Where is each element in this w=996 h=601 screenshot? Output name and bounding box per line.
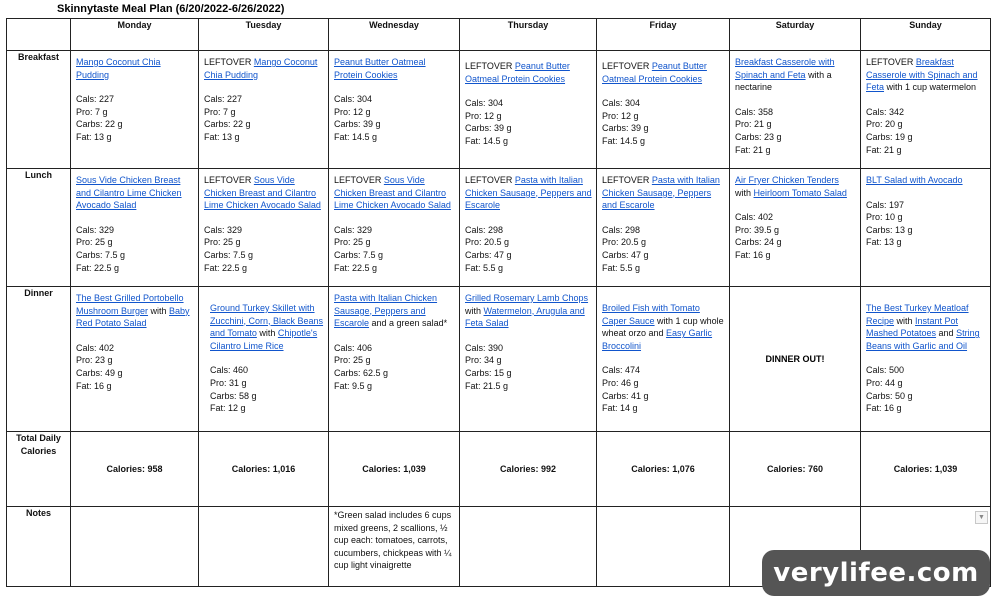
total-calories-tuesday: Calories: 1,016: [199, 432, 329, 507]
nutrition-pro: Pro: 10 g: [866, 212, 903, 223]
meal-cell: [460, 169, 597, 287]
day-header-wednesday: Wednesday: [329, 19, 460, 51]
meal-cell: [329, 287, 460, 432]
total-calories-wednesday: Calories: 1,039: [329, 432, 460, 507]
meal-text: with: [256, 328, 278, 339]
nutrition-pro: Pro: 12 g: [602, 110, 639, 121]
nutrition-info: [602, 224, 725, 274]
nutrition-pro: Pro: 20 g: [866, 119, 903, 130]
nutrition-carbs: Carbs: 47 g: [602, 249, 649, 260]
nutrition-cals: Cals: 460: [210, 365, 249, 376]
nutrition-cals: Cals: 402: [76, 342, 115, 353]
meal-content: [861, 51, 990, 156]
nutrition-fat: Fat: 14 g: [602, 403, 638, 414]
recipe-link[interactable]: Instant Pot Mashed Potatoes: [866, 315, 959, 339]
nutrition-fat: Fat: 9.5 g: [334, 380, 373, 391]
nutrition-info: [465, 224, 592, 274]
nutrition-carbs: Carbs: 7.5 g: [204, 249, 254, 260]
row-label-total: Total Daily Calories: [7, 432, 71, 507]
nutrition-fat: Fat: 14.5 g: [334, 131, 378, 142]
page-title: Skinnytaste Meal Plan (6/20/2022-6/26/2022): [57, 3, 285, 15]
meal-text: with: [894, 315, 916, 326]
nutrition-cals: Cals: 329: [76, 224, 115, 235]
nutrition-carbs: Carbs: 62.5 g: [334, 367, 389, 378]
meal-cell: [730, 169, 861, 287]
total-calories-monday: Calories: 958: [71, 432, 199, 507]
nutrition-carbs: Carbs: 22 g: [204, 119, 251, 130]
meal-text: LEFTOVER: [465, 175, 515, 185]
nutrition-info: [204, 224, 324, 274]
nutrition-info: [866, 106, 986, 156]
meal-description: [602, 60, 725, 85]
nutrition-cals: Cals: 197: [866, 199, 905, 210]
day-header-friday: Friday: [597, 19, 730, 51]
nutrition-pro: Pro: 20.5 g: [602, 237, 647, 248]
notes-text: [460, 507, 596, 509]
nutrition-carbs: Carbs: 19 g: [866, 131, 913, 142]
recipe-link[interactable]: Sous Vide Chicken Breast and Cilantro Lime Chicken Avocado Salad: [204, 175, 321, 211]
meal-cell: [460, 287, 597, 432]
recipe-link[interactable]: Heirloom Tomato Salad: [753, 187, 847, 198]
nutrition-fat: Fat: 13 g: [866, 237, 902, 248]
nutrition-cals: Cals: 329: [204, 224, 243, 235]
meal-description: [866, 56, 986, 94]
notes-cell-monday: [71, 507, 199, 587]
watermark-logo: verylifee.com: [762, 550, 990, 596]
notes-text: [861, 507, 990, 509]
meal-cell: [861, 51, 991, 169]
meal-cell: [597, 287, 730, 432]
recipe-link[interactable]: String Beans with Garlic and Oil: [866, 328, 980, 351]
meal-cell: [71, 51, 199, 169]
nutrition-fat: Fat: 14.5 g: [602, 135, 646, 146]
nutrition-pro: Pro: 7 g: [76, 106, 108, 117]
notes-text: [597, 507, 729, 509]
meal-description: [866, 302, 986, 352]
nutrition-fat: Fat: 12 g: [210, 403, 246, 414]
recipe-link[interactable]: Chipotle's Cilantro Lime Rice: [210, 328, 318, 351]
meal-content: [71, 169, 198, 274]
nutrition-pro: Pro: 25 g: [204, 237, 241, 248]
day-header-monday: Monday: [71, 19, 199, 51]
nutrition-info: [76, 224, 194, 274]
nutrition-carbs: Carbs: 7.5 g: [76, 249, 126, 260]
meal-text: and: [936, 328, 957, 339]
meal-cell: [199, 51, 329, 169]
meal-text: with a nectarine: [735, 69, 832, 93]
total-calories-sunday: Calories: 1,039: [861, 432, 991, 507]
nutrition-pro: Pro: 12 g: [465, 110, 502, 121]
dropdown-arrow-icon[interactable]: ▼: [975, 511, 988, 524]
meal-description: [210, 302, 324, 352]
meal-text: LEFTOVER: [204, 175, 254, 185]
nutrition-cals: Cals: 227: [76, 94, 115, 105]
meal-content: [329, 169, 459, 274]
meal-description: [602, 302, 725, 352]
recipe-link[interactable]: Breakfast Casserole with Spinach and Feta: [735, 57, 835, 80]
recipe-link[interactable]: Watermelon, Arugula and Feta Salad: [465, 305, 585, 329]
nutrition-fat: Fat: 16 g: [866, 403, 902, 414]
nutrition-pro: Pro: 7 g: [204, 106, 236, 117]
nutrition-info: [210, 364, 324, 414]
meal-text: with 1 cup watermelon: [884, 82, 977, 93]
notes-text: *Green salad includes 6 cups mixed greens, 2 scallions, ½ cup each: tomatoes, carrots, cucumbers, chickpeas with ¼ cup light vinaigrette: [334, 510, 452, 571]
nutrition-info: [204, 93, 324, 143]
meal-description: [334, 56, 455, 81]
nutrition-cals: Cals: 402: [735, 212, 774, 223]
nutrition-carbs: Carbs: 15 g: [465, 367, 512, 378]
nutrition-fat: Fat: 22.5 g: [204, 262, 248, 273]
nutrition-fat: Fat: 13 g: [204, 131, 240, 142]
dinner-row: [7, 287, 991, 432]
nutrition-info: [735, 106, 856, 156]
notes-cell-wednesday: [329, 507, 460, 587]
meal-content: [329, 51, 459, 144]
nutrition-pro: Pro: 46 g: [602, 377, 639, 388]
nutrition-fat: Fat: 22.5 g: [76, 262, 120, 273]
recipe-link[interactable]: Easy Garlic Broccolini: [602, 328, 713, 351]
meal-text: with: [735, 187, 754, 198]
recipe-link[interactable]: Sous Vide Chicken Breast and Cilantro Lime Chicken Avocado Salad: [76, 175, 182, 211]
nutrition-pro: Pro: 39.5 g: [735, 224, 780, 235]
meal-content: [597, 51, 729, 148]
nutrition-cals: Cals: 304: [465, 98, 504, 109]
recipe-link[interactable]: The Best Turkey Meatloaf Recipe: [866, 303, 969, 326]
recipe-link[interactable]: BLT Salad with Avocado: [866, 175, 963, 185]
nutrition-fat: Fat: 5.5 g: [465, 262, 504, 273]
lunch-row: [7, 169, 991, 287]
recipe-link[interactable]: Air Fryer Chicken Tenders: [735, 175, 839, 185]
recipe-link[interactable]: Baby Red Potato Salad: [76, 305, 190, 329]
nutrition-info: [866, 364, 986, 414]
row-label-breakfast: Breakfast: [7, 51, 71, 169]
meal-content: [730, 51, 860, 156]
meal-content: [199, 287, 328, 415]
meal-description: [334, 174, 455, 212]
dinner-out-cell: DINNER OUT!: [730, 287, 861, 432]
meal-text: with 1 cup whole wheat orzo and: [602, 315, 724, 339]
nutrition-pro: Pro: 44 g: [866, 377, 903, 388]
nutrition-pro: Pro: 25 g: [334, 237, 371, 248]
recipe-link[interactable]: Mango Coconut Chia Pudding: [204, 57, 318, 80]
breakfast-row: [7, 51, 991, 169]
nutrition-cals: Cals: 298: [465, 224, 504, 235]
meal-text: LEFTOVER: [334, 175, 384, 185]
nutrition-info: [602, 364, 725, 414]
nutrition-carbs: Carbs: 23 g: [735, 131, 782, 142]
meal-cell: [861, 169, 991, 287]
meal-text: LEFTOVER: [602, 175, 652, 185]
nutrition-fat: Fat: 13 g: [76, 131, 112, 142]
meal-content: [861, 169, 990, 249]
meal-content: [597, 287, 729, 415]
notes-cell-friday: [597, 507, 730, 587]
nutrition-fat: Fat: 14.5 g: [465, 135, 509, 146]
meal-content: [460, 287, 596, 392]
nutrition-carbs: Carbs: 24 g: [735, 237, 782, 248]
meal-cell: [199, 287, 329, 432]
meal-cell: [199, 169, 329, 287]
total-calories-friday: Calories: 1,076: [597, 432, 730, 507]
meal-description: [465, 174, 592, 212]
meal-content: [597, 169, 729, 274]
recipe-link[interactable]: The Best Grilled Portobello Mushroom Burger: [76, 293, 184, 316]
meal-description: [735, 56, 856, 94]
nutrition-info: [602, 97, 725, 147]
day-header-sunday: Sunday: [861, 19, 991, 51]
nutrition-info: [76, 93, 194, 143]
nutrition-info: [76, 342, 194, 392]
meal-cell: [730, 51, 861, 169]
recipe-link[interactable]: Pasta with Italian Chicken Sausage, Peppers and Escarole: [334, 293, 438, 329]
nutrition-pro: Pro: 25 g: [334, 355, 371, 366]
meal-cell: [71, 287, 199, 432]
row-label-lunch: Lunch: [7, 169, 71, 287]
meal-content: [329, 287, 459, 392]
meal-cell: [329, 51, 460, 169]
meal-content: [199, 51, 328, 144]
meal-content: [730, 169, 860, 262]
nutrition-pro: Pro: 34 g: [465, 355, 502, 366]
nutrition-info: [334, 342, 455, 392]
nutrition-cals: Cals: 304: [602, 98, 641, 109]
notes-text: [730, 507, 860, 509]
meal-content: [199, 169, 328, 274]
meal-cell: [71, 169, 199, 287]
nutrition-pro: Pro: 20.5 g: [465, 237, 510, 248]
nutrition-info: [334, 93, 455, 143]
nutrition-cals: Cals: 304: [334, 94, 373, 105]
meal-description: [334, 292, 455, 330]
meal-description: [204, 174, 324, 212]
recipe-link[interactable]: Peanut Butter Oatmeal Protein Cookies: [334, 57, 426, 80]
nutrition-carbs: Carbs: 50 g: [866, 390, 913, 401]
notes-cell-thursday: [460, 507, 597, 587]
row-label-dinner: Dinner: [7, 287, 71, 432]
meal-text: LEFTOVER: [204, 57, 254, 67]
nutrition-fat: Fat: 16 g: [76, 380, 112, 391]
nutrition-carbs: Carbs: 39 g: [465, 123, 512, 134]
meal-content: [71, 51, 198, 144]
nutrition-pro: Pro: 23 g: [76, 355, 113, 366]
nutrition-cals: Cals: 358: [735, 106, 774, 117]
nutrition-carbs: Carbs: 7.5 g: [334, 249, 384, 260]
meal-cell: [597, 51, 730, 169]
day-header-thursday: Thursday: [460, 19, 597, 51]
meal-text: LEFTOVER: [465, 61, 515, 71]
meal-description: [465, 292, 592, 330]
meal-description: [76, 292, 194, 330]
total-row: [7, 432, 991, 507]
meal-description: [602, 174, 725, 212]
meal-content: [460, 51, 596, 148]
total-calories-thursday: Calories: 992: [460, 432, 597, 507]
notes-cell-tuesday: [199, 507, 329, 587]
meal-description: [866, 174, 986, 187]
nutrition-info: [465, 342, 592, 392]
nutrition-pro: Pro: 12 g: [334, 106, 371, 117]
meal-text: with: [465, 305, 484, 316]
nutrition-carbs: Carbs: 39 g: [602, 123, 649, 134]
meal-plan-table: [6, 18, 991, 587]
nutrition-info: [465, 97, 592, 147]
nutrition-cals: Cals: 342: [866, 106, 905, 117]
nutrition-carbs: Carbs: 22 g: [76, 119, 123, 130]
nutrition-cals: Cals: 406: [334, 342, 373, 353]
notes-text: [71, 507, 198, 509]
nutrition-cals: Cals: 329: [334, 224, 373, 235]
nutrition-carbs: Carbs: 47 g: [465, 249, 512, 260]
notes-text: [199, 507, 328, 509]
nutrition-fat: Fat: 21.5 g: [465, 380, 509, 391]
meal-text: with: [148, 305, 170, 316]
nutrition-fat: Fat: 16 g: [735, 249, 771, 260]
meal-text: and a green salad*: [369, 318, 448, 329]
meal-description: [204, 56, 324, 81]
recipe-link[interactable]: Pasta with Italian Chicken Sausage, Peppers and Escarole: [602, 175, 720, 211]
meal-text: LEFTOVER: [602, 61, 652, 71]
nutrition-fat: Fat: 22.5 g: [334, 262, 378, 273]
meal-content: [71, 287, 198, 392]
meal-content: [861, 287, 990, 415]
day-header-saturday: Saturday: [730, 19, 861, 51]
day-header-tuesday: Tuesday: [199, 19, 329, 51]
header-row: [7, 19, 991, 51]
meal-text: LEFTOVER: [866, 57, 916, 67]
nutrition-carbs: Carbs: 39 g: [334, 119, 381, 130]
meal-content: [460, 169, 596, 274]
meal-description: [465, 60, 592, 85]
nutrition-fat: Fat: 5.5 g: [602, 262, 641, 273]
nutrition-info: [334, 224, 455, 274]
nutrition-carbs: Carbs: 13 g: [866, 224, 913, 235]
nutrition-fat: Fat: 21 g: [735, 144, 771, 155]
recipe-link[interactable]: Mango Coconut Chia Pudding: [76, 57, 161, 80]
corner-cell: [7, 19, 71, 51]
nutrition-cals: Cals: 474: [602, 365, 641, 376]
meal-cell: [329, 169, 460, 287]
recipe-link[interactable]: Grilled Rosemary Lamb Chops: [465, 293, 589, 303]
nutrition-pro: Pro: 21 g: [735, 119, 772, 130]
recipe-link[interactable]: Ground Turkey Skillet with Zucchini, Corn, Black Beans and Tomato: [210, 303, 324, 339]
nutrition-fat: Fat: 21 g: [866, 144, 902, 155]
total-calories-saturday: Calories: 760: [730, 432, 861, 507]
nutrition-carbs: Carbs: 58 g: [210, 390, 257, 401]
recipe-link[interactable]: Breakfast Casserole with Spinach and Feta: [866, 57, 978, 93]
recipe-link[interactable]: Peanut Butter Oatmeal Protein Cookies: [465, 61, 570, 84]
nutrition-info: [735, 211, 856, 261]
meal-cell: [460, 51, 597, 169]
meal-cell: [597, 169, 730, 287]
meal-description: [76, 56, 194, 81]
nutrition-info: [866, 199, 986, 249]
nutrition-carbs: Carbs: 41 g: [602, 390, 649, 401]
nutrition-carbs: Carbs: 49 g: [76, 367, 123, 378]
nutrition-cals: Cals: 227: [204, 94, 243, 105]
meal-description: [735, 174, 856, 199]
nutrition-pro: Pro: 31 g: [210, 377, 247, 388]
nutrition-pro: Pro: 25 g: [76, 237, 113, 248]
nutrition-cals: Cals: 500: [866, 365, 905, 376]
recipe-link[interactable]: Broiled Fish with Tomato Caper Sauce: [602, 303, 700, 326]
meal-cell: [861, 287, 991, 432]
meal-description: [76, 174, 194, 212]
recipe-link[interactable]: Pasta with Italian Chicken Sausage, Peppers and Escarole: [465, 175, 592, 211]
recipe-link[interactable]: Sous Vide Chicken Breast and Cilantro Lime Chicken Avocado Salad: [334, 175, 451, 211]
recipe-link[interactable]: Peanut Butter Oatmeal Protein Cookies: [602, 61, 707, 84]
nutrition-cals: Cals: 298: [602, 224, 641, 235]
nutrition-cals: Cals: 390: [465, 342, 504, 353]
row-label-notes: Notes: [7, 507, 71, 587]
